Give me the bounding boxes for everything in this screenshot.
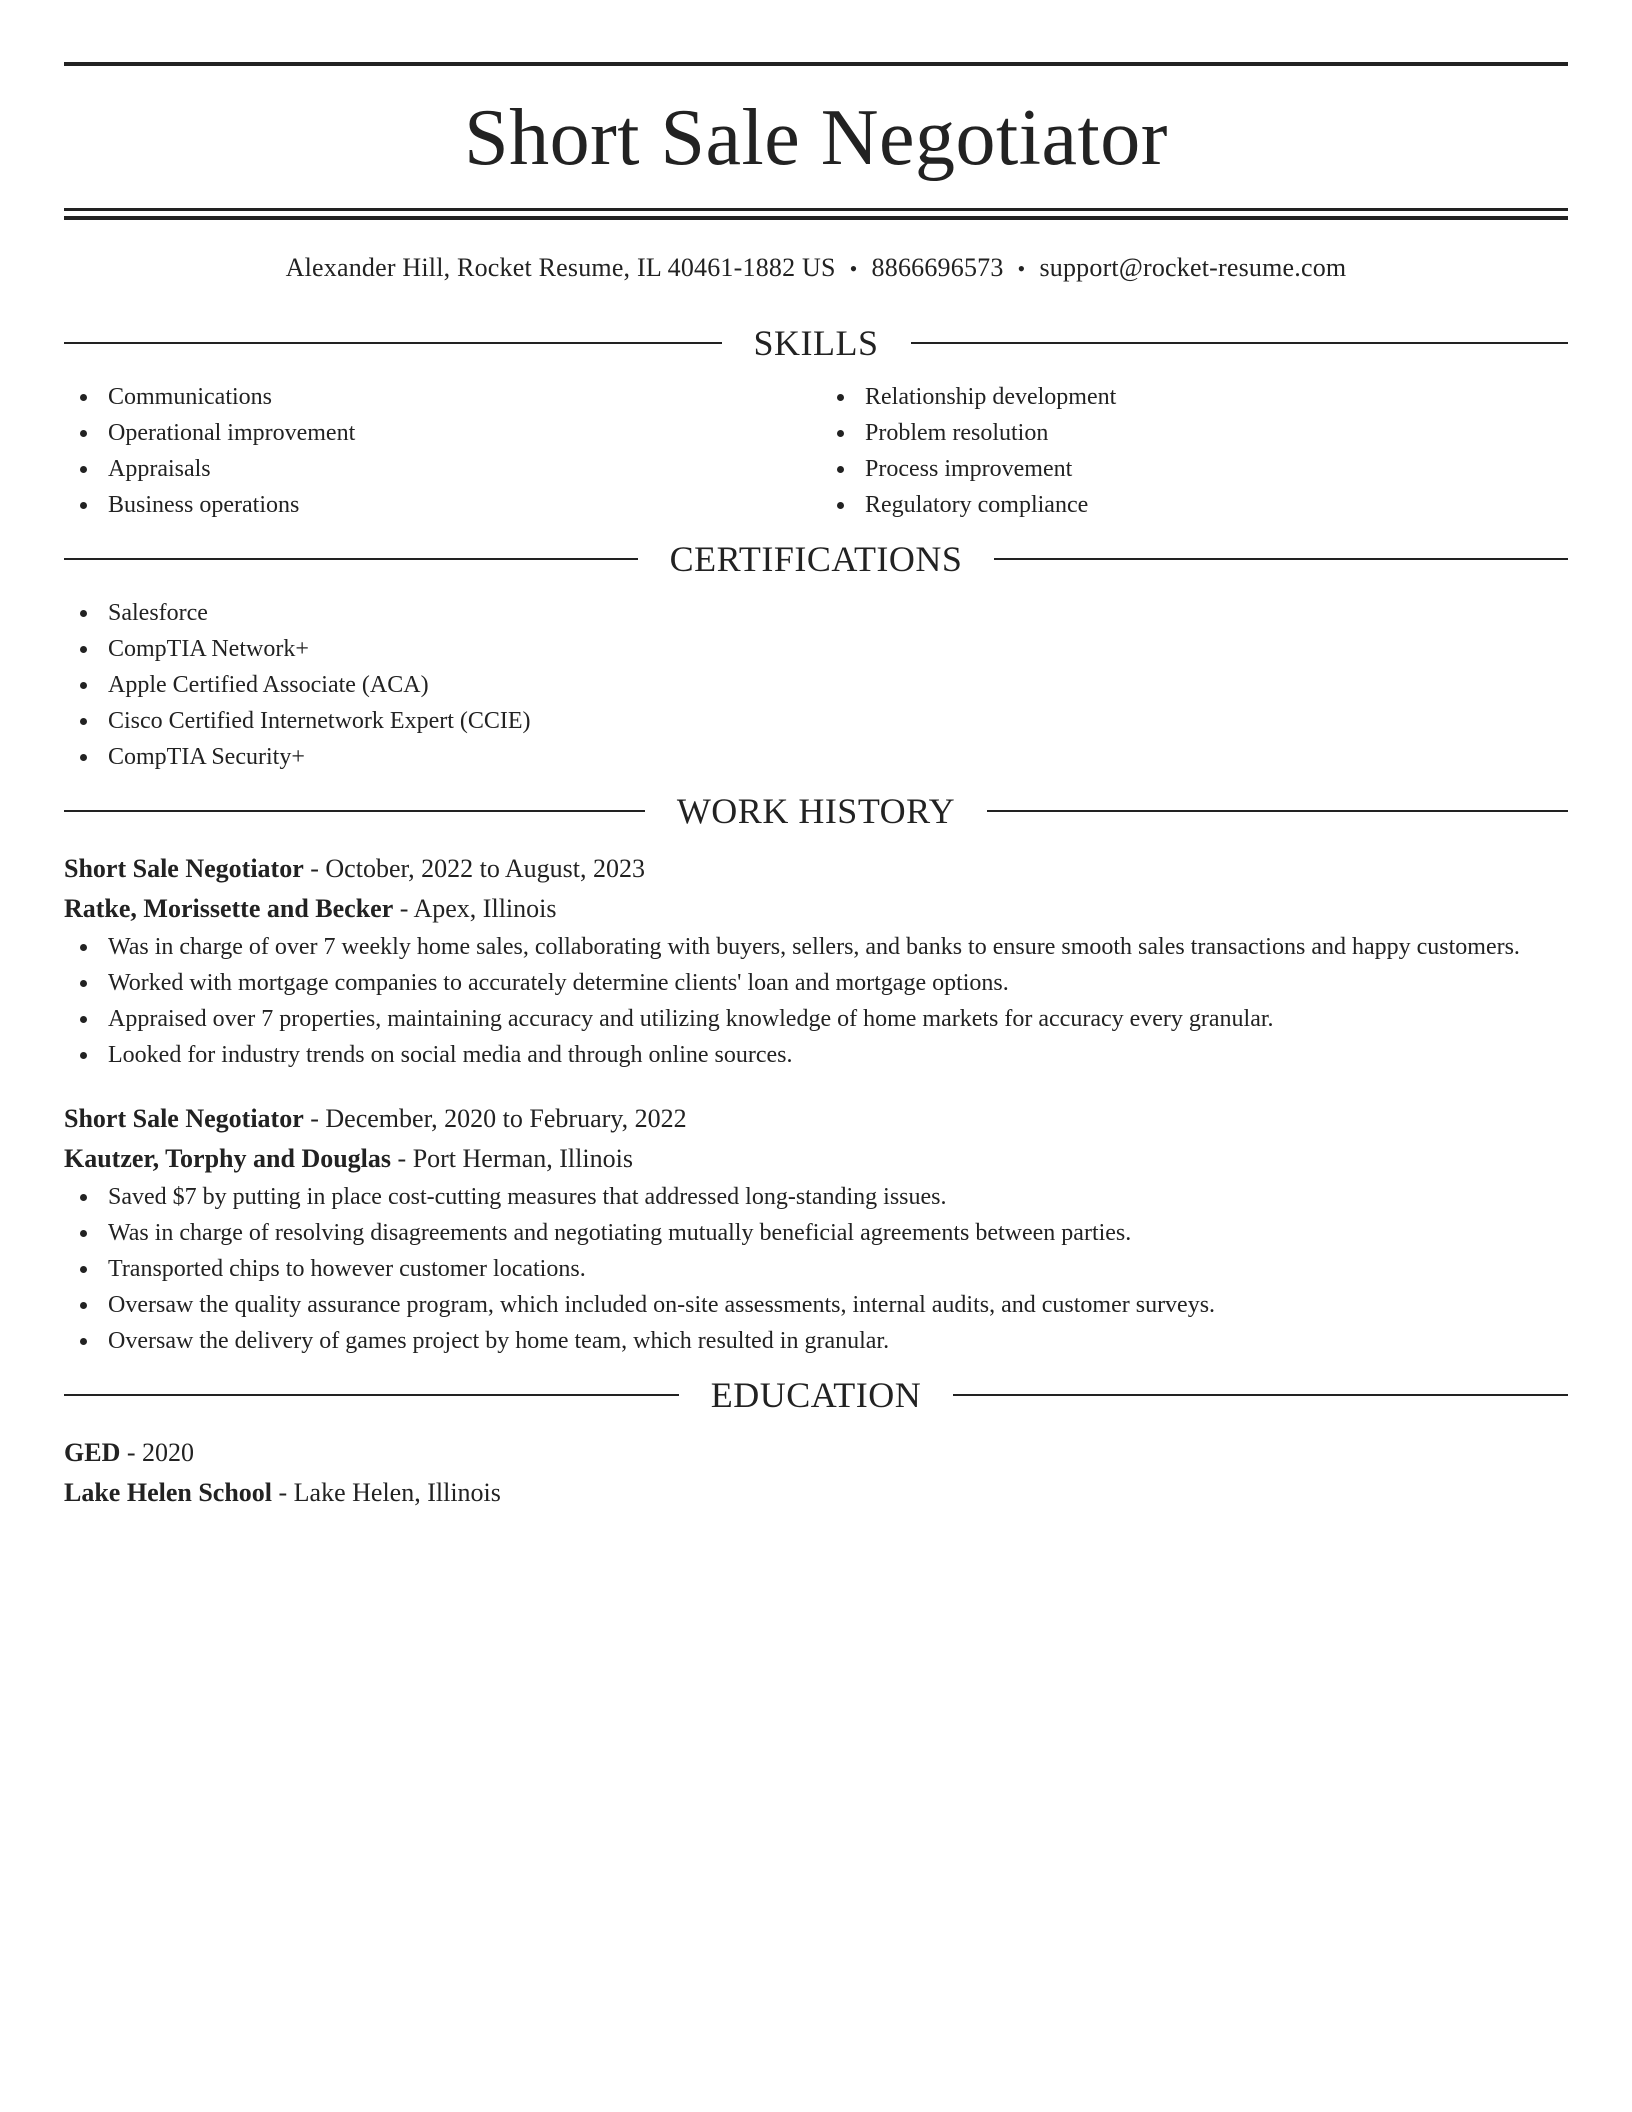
heading-rule-left [64, 1394, 679, 1396]
job-location: - Port Herman, Illinois [391, 1144, 633, 1173]
top-rule [64, 62, 1568, 66]
skill-item: Problem resolution [821, 415, 1568, 451]
job-bullets [64, 1179, 1568, 1359]
work-history-heading: WORK HISTORY [676, 791, 956, 831]
education-degree-line [64, 1433, 1568, 1473]
education-year: - 2020 [120, 1438, 195, 1467]
job-title: Short Sale Negotiator [64, 1104, 304, 1133]
job-entry [64, 1099, 1568, 1359]
heading-rule-left [64, 558, 638, 560]
education-section-heading [64, 1373, 1568, 1417]
contact-email: support@rocket-resume.com [1039, 253, 1347, 282]
resume-title: Short Sale Negotiator [464, 94, 1168, 182]
job-title-line [64, 849, 1568, 889]
education-heading: EDUCATION [710, 1375, 922, 1415]
job-entry [64, 849, 1568, 1073]
education-location: - Lake Helen, Illinois [272, 1478, 501, 1507]
job-title-line [64, 1099, 1568, 1139]
contact-separator: • [1017, 256, 1026, 281]
certification-item: CompTIA Security+ [64, 739, 1568, 775]
job-dates: - October, 2022 to August, 2023 [303, 854, 646, 883]
certification-item: CompTIA Network+ [64, 631, 1568, 667]
skills-list [64, 379, 1568, 523]
skills-column-right [811, 379, 1568, 523]
job-company-line [64, 889, 1568, 929]
skill-item: Appraisals [64, 451, 811, 487]
education-school-line [64, 1473, 1568, 1513]
job-dates: - December, 2020 to February, 2022 [303, 1104, 687, 1133]
job-bullet: Oversaw the delivery of games project by home team, which resulted in granular. [64, 1323, 1568, 1359]
job-bullet: Was in charge of resolving disagreements and negotiating mutually beneficial agreements between parties. [64, 1215, 1568, 1251]
skills-column-left [64, 379, 811, 523]
job-bullet: Saved $7 by putting in place cost-cutting measures that addressed long-standing issues. [64, 1179, 1568, 1215]
skills-section-heading [64, 321, 1568, 365]
heading-rule-right [953, 1394, 1568, 1396]
education-degree: GED [64, 1438, 121, 1467]
heading-rule-right [987, 810, 1568, 812]
job-bullet: Was in charge of over 7 weekly home sales, collaborating with buyers, sellers, and banks to ensure smooth sales transactions and happy customers. [64, 929, 1568, 965]
certifications-heading: CERTIFICATIONS [669, 539, 963, 579]
heading-rule-right [911, 342, 1569, 344]
job-bullets [64, 929, 1568, 1073]
skill-item: Relationship development [821, 379, 1568, 415]
skill-item: Process improvement [821, 451, 1568, 487]
job-bullet: Oversaw the quality assurance program, which included on-site assessments, internal audits, and customer surveys. [64, 1287, 1568, 1323]
education-entry [64, 1433, 1568, 1513]
certifications-section-heading [64, 537, 1568, 581]
skill-item: Regulatory compliance [821, 487, 1568, 523]
contact-separator: • [849, 256, 858, 281]
contact-phone: 8866696573 [871, 253, 1004, 282]
heading-rule-left [64, 342, 722, 344]
contact-address: Alexander Hill, Rocket Resume, IL 40461-1882 US [285, 253, 836, 282]
job-bullet: Transported chips to however customer locations. [64, 1251, 1568, 1287]
heading-rule-right [994, 558, 1568, 560]
contact-line [64, 250, 1568, 287]
certifications-list [64, 595, 1568, 775]
job-company: Kautzer, Torphy and Douglas [64, 1144, 392, 1173]
job-bullet: Looked for industry trends on social media and through online sources. [64, 1037, 1568, 1073]
skill-item: Operational improvement [64, 415, 811, 451]
education-school: Lake Helen School [64, 1478, 273, 1507]
job-bullet: Worked with mortgage companies to accurately determine clients' loan and mortgage options. [64, 965, 1568, 1001]
title-double-rule [64, 208, 1568, 220]
job-bullet: Appraised over 7 properties, maintaining accuracy and utilizing knowledge of home markets for accuracy every granular. [64, 1001, 1568, 1037]
job-title: Short Sale Negotiator [64, 854, 304, 883]
heading-rule-left [64, 810, 645, 812]
skill-item: Communications [64, 379, 811, 415]
job-company-line [64, 1139, 1568, 1179]
skill-item: Business operations [64, 487, 811, 523]
certification-item: Cisco Certified Internetwork Expert (CCIE) [64, 703, 1568, 739]
job-company: Ratke, Morissette and Becker [64, 894, 394, 923]
work-history-section-heading [64, 789, 1568, 833]
job-location: - Apex, Illinois [393, 894, 557, 923]
skills-heading: SKILLS [753, 323, 879, 363]
certification-item: Salesforce [64, 595, 1568, 631]
certification-item: Apple Certified Associate (ACA) [64, 667, 1568, 703]
